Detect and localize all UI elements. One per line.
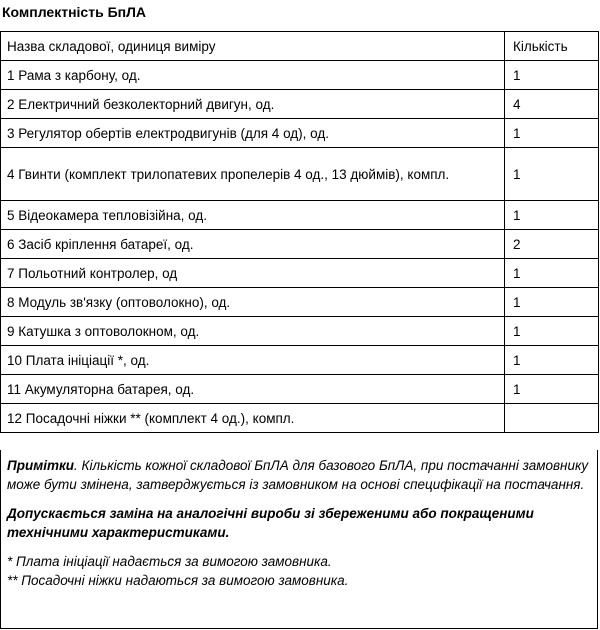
cell-name: 2 Електричний безколекторний двигун, од.: [1, 90, 505, 119]
note-label: Примітки: [7, 458, 75, 473]
table-row: [1, 259, 599, 288]
cell-qty: 2: [505, 230, 599, 259]
cell-name: 10 Плата ініціації *, од.: [1, 346, 505, 375]
table-row: [1, 317, 599, 346]
table-header-row: [1, 32, 599, 61]
footnote-initiation-board: * Плата ініціації надається за вимогою замовника.: [7, 554, 332, 569]
header-name: Назва складової, одиниця виміру: [1, 32, 505, 61]
cell-name: 3 Регулятор обертів електродвигунів (для 4 од), од.: [1, 119, 505, 148]
table-row: [1, 148, 599, 201]
components-table: [0, 31, 599, 433]
table-row: [1, 230, 599, 259]
table-row: [1, 61, 599, 90]
page-title: Комплектність БпЛА: [2, 4, 147, 20]
cell-name: 9 Катушка з оптоволокном, од.: [1, 317, 505, 346]
cell-name: 11 Акумуляторна батарея, од.: [1, 375, 505, 404]
header-qty: Кількість: [505, 32, 599, 61]
cell-name: 1 Рама з карбону, од.: [1, 61, 505, 90]
table-row: [1, 288, 599, 317]
cell-qty: 1: [505, 375, 599, 404]
table-row: [1, 90, 599, 119]
notes-section: [0, 450, 598, 629]
footnotes: [7, 552, 591, 590]
cell-name: 4 Гвинти (комплект трилопатевих пропелерів 4 од., 13 дюймів), компл.: [1, 148, 505, 201]
table-row: [1, 375, 599, 404]
cell-qty: 1: [505, 288, 599, 317]
note-text: . Кількість кожної складової БпЛА для базового БпЛА, при постачанні замовнику може бути змінена, затверджується із замовником на основі специфікації на постачання.: [7, 458, 589, 492]
cell-qty: 1: [505, 259, 599, 288]
cell-qty: 1: [505, 201, 599, 230]
table-row: [1, 346, 599, 375]
replacement-note: Допускається заміна на аналогічні вироби зі збереженими або покращеними технічними характеристиками.: [7, 506, 534, 540]
cell-qty: 4: [505, 90, 599, 119]
cell-name: 5 Відеокамера тепловізійна, од.: [1, 201, 505, 230]
cell-qty: [505, 404, 599, 433]
cell-qty: 1: [505, 346, 599, 375]
footnote-landing-legs: ** Посадочні ніжки надаються за вимогою замовника.: [7, 573, 349, 588]
table-row: [1, 201, 599, 230]
cell-name: 8 Модуль зв'язку (оптоволокно), од.: [1, 288, 505, 317]
cell-name: 12 Посадочні ніжки ** (комплект 4 од.), компл.: [1, 404, 505, 433]
table-row: [1, 119, 599, 148]
cell-qty: 1: [505, 61, 599, 90]
cell-qty: 1: [505, 119, 599, 148]
cell-qty: 1: [505, 317, 599, 346]
table-row: [1, 404, 599, 433]
cell-name: 7 Польотний контролер, од: [1, 259, 505, 288]
cell-qty: 1: [505, 148, 599, 201]
note-paragraph: [7, 456, 591, 494]
cell-name: 6 Засіб кріплення батареї, од.: [1, 230, 505, 259]
